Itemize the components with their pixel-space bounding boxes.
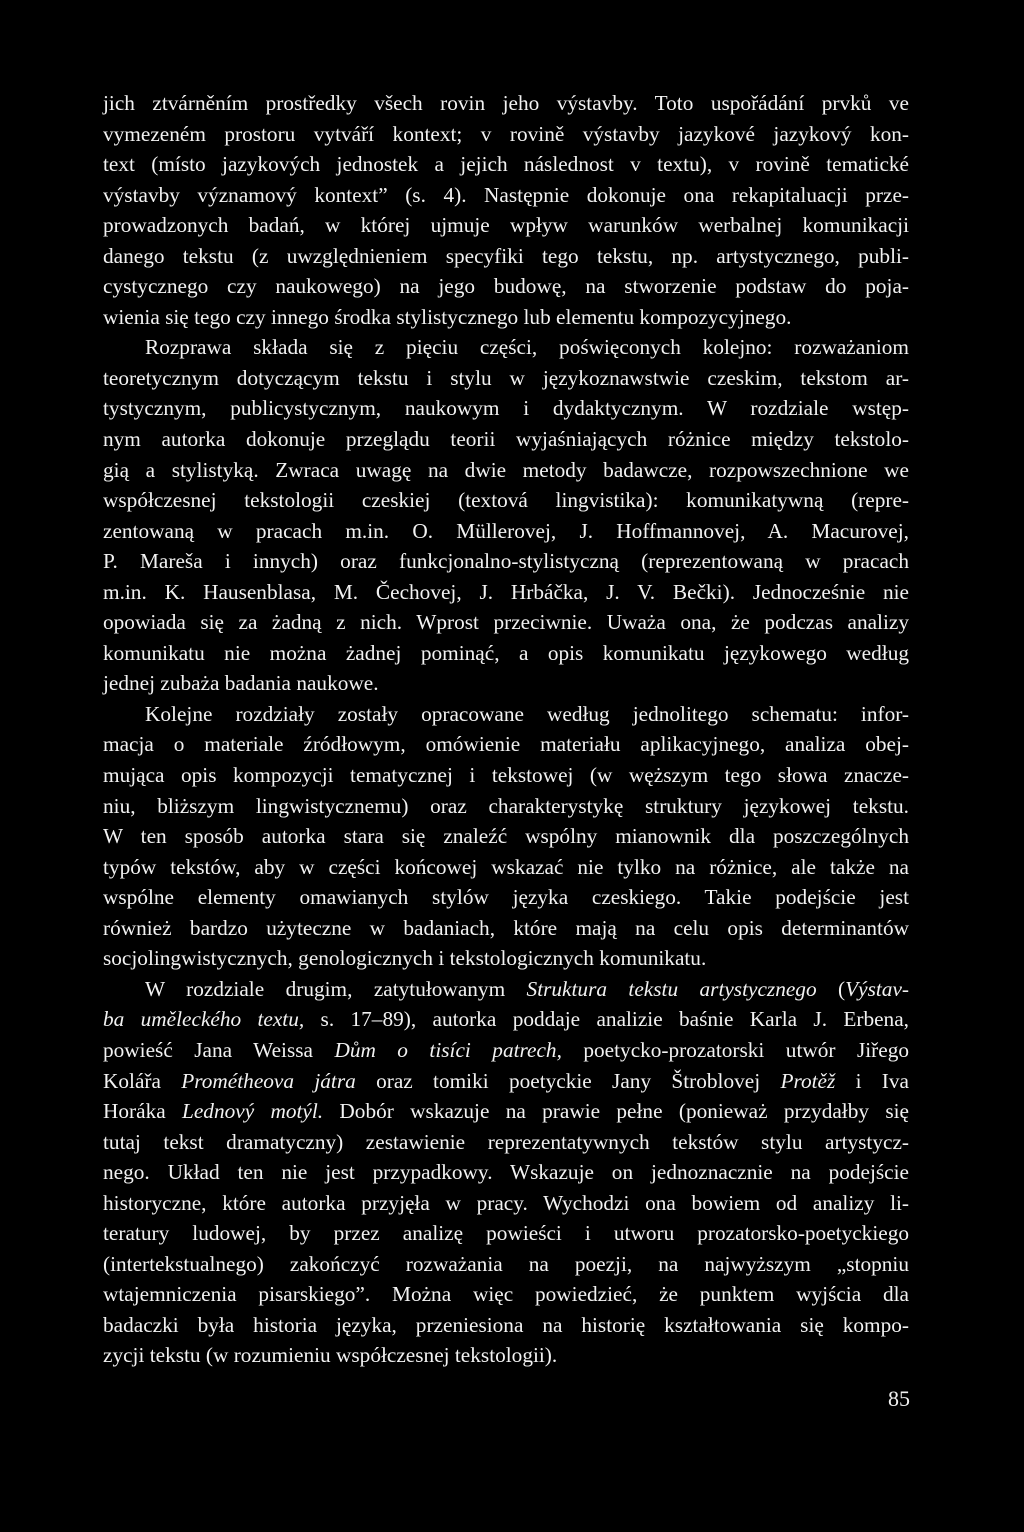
text-line [103,1218,909,1249]
text-line [103,1127,909,1158]
text-run: wspólne elementy omawianych stylów języka czeskiego. Takie podejście jest [103,885,909,910]
text-line [103,424,909,455]
page-number: 85 [888,1386,910,1411]
text-run: prowadzonych badań, w której ujmuje wpływ warunków werbalnej komunikacji [103,213,909,238]
paragraph [103,88,909,332]
text-run: text (místo jazykových jednostek a jejich následnost v textu), v rovině tematické [103,152,909,177]
text-run: nego. Układ ten nie jest przypadkowy. Wskazuje on jednoznacznie na podejście [103,1160,909,1185]
text-line [103,546,909,577]
text-run: Rozprawa składa się z pięciu części, poświęconych kolejno: rozważaniom [145,335,909,360]
text-run: nym autorka dokonuje przeglądu teorii wyjaśniających różnice między tekstolo- [103,427,909,452]
text-run: teoretycznym dotyczącym tekstu i stylu w językoznawstwie czeskim, tekstom ar- [103,365,909,390]
text-run: s. 17–89), autorka poddaje analizie baśnie Karla J. Erbena, [304,1007,909,1032]
text-line [103,607,909,638]
italic-title: Struktura tekstu artystycznego [526,976,817,1001]
text-line [103,271,909,302]
text-line [103,821,909,852]
text-line [103,1188,909,1219]
italic-title: ba uměleckého textu, [103,1007,305,1032]
text-line [103,302,909,333]
text-line [103,363,909,394]
text-line [103,393,909,424]
text-line [103,1004,909,1035]
text-line [103,882,909,913]
text-run: zentowaną w pracach m.in. O. Müllerovej, J. Hoffmannovej, A. Macurovej, [103,518,909,543]
text-run: badaczki była historia języka, przeniesiona na historię kształtowania się kompo- [103,1312,909,1337]
text-run: tystycznym, publicystycznym, naukowym i dydaktycznym. W rozdziale wstęp- [103,396,909,421]
text-line [103,852,909,883]
paragraph [103,332,909,699]
text-line [103,485,909,516]
text-line [103,974,909,1005]
text-run: niu, bliższym lingwistycznemu) oraz charakterystykę struktury językowej tekstu. [103,793,909,818]
text-run: komunikatu nie można żadnej pominąć, a opis komunikatu językowego według [103,640,909,665]
italic-title: Dům o tisíci patrech, [334,1037,562,1062]
text-line [103,1279,909,1310]
text-run: zycji tekstu (w rozumieniu współczesnej tekstologii). [103,1343,558,1368]
text-run: jednej zubaża badania naukowe. [103,671,379,696]
text-run: m.in. K. Hausenblasa, M. Čechovej, J. Hrbáčka, J. V. Bečki). Jednocześnie nie [103,579,909,604]
text-line [103,149,909,180]
text-run: Kolejne rozdziały zostały opracowane według jednolitego schematu: infor- [145,701,909,726]
text-run: vymezeném prostoru vytváří kontext; v rovině výstavby jazykové jazykový kon- [103,121,909,146]
paragraph [103,974,909,1371]
text-line [103,760,909,791]
italic-title: Lednový motýl. [182,1099,324,1124]
text-run: wtajemniczenia pisarskiego”. Można więc powiedzieć, że punktem wyjścia dla [103,1282,909,1307]
text-line [103,638,909,669]
text-line [103,1066,909,1097]
text-run: opowiada się za żadną z nich. Wprost przeciwnie. Uważa ona, że podczas analizy [103,610,909,635]
text-line [103,1310,909,1341]
text-line [103,943,909,974]
text-run: Kolářa [103,1068,182,1093]
text-line [103,791,909,822]
text-run: i Iva [835,1068,909,1093]
text-run: P. Mareša i innych) oraz funkcjonalno-stylistyczną (reprezentowaną w pracach [103,549,909,574]
text-run: socjolingwistycznych, genologicznych i tekstologicznych komunikatu. [103,946,707,971]
text-line [103,1035,909,1066]
text-line [103,668,909,699]
text-line [103,210,909,241]
text-run: oraz tomiki poetyckie Jany Štroblovej [355,1068,781,1093]
text-line [103,1096,909,1127]
text-run: historyczne, które autorka przyjęła w pracy. Wychodzi ona bowiem od analizy li- [103,1190,909,1215]
italic-title: Protěž [780,1068,836,1093]
text-run: gią a stylistyką. Zwraca uwagę na dwie metody badawcze, rozpowszechnione we [103,457,909,482]
page-body [103,88,909,1371]
text-run: (intertekstualnego) zakończyć rozważania na poezji, na najwyższym „stopniu [103,1251,909,1276]
text-run: poetycko-prozatorski utwór Jiřego [561,1037,909,1062]
text-run: W ten sposób autorka stara się znaleźć wspólny mianownik dla poszczególnych [103,824,909,849]
text-run: cystycznego czy naukowego) na jego budowę, na stworzenie podstaw do poja- [103,274,909,299]
text-line [103,455,909,486]
text-run: tutaj tekst dramatyczny) zestawienie reprezentatywnych tekstów stylu artystycz- [103,1129,909,1154]
text-line [103,332,909,363]
text-run: Horáka [103,1099,182,1124]
text-line [103,516,909,547]
text-run: również bardzo użyteczne w badaniach, które mają na celu opis determinantów [103,915,909,940]
text-line [103,699,909,730]
text-run: jich ztvárněním prostředky všech rovin jeho výstavby. Toto uspořádání prvků ve [103,91,909,115]
text-run: teratury ludowej, by przez analizę powieści i utworu prozatorsko-poetyckiego [103,1221,909,1246]
text-run: W rozdziale drugim, zatytułowanym [145,976,527,1001]
text-run: wienia się tego czy innego środka stylistycznego lub elementu kompozycyjnego. [103,304,792,329]
text-line [103,1157,909,1188]
text-line [103,88,909,119]
text-line [103,1249,909,1280]
text-run: danego tekstu (z uwzględnieniem specyfiki tego tekstu, np. artystycznego, publi- [103,243,909,268]
text-line [103,119,909,150]
text-run: ( [816,976,846,1001]
text-run: typów tekstów, aby w części końcowej wskazać nie tylko na różnice, ale także na [103,854,909,879]
text-run: Dobór wskazuje na prawie pełne (ponieważ przydałby się [323,1099,909,1124]
text-run: výstavby významový kontext” (s. 4). Następnie dokonuje ona rekapitaluacji prze- [103,182,909,207]
italic-title: Prométheova játra [181,1068,356,1093]
text-run: macja o materiale źródłowym, omówienie materiału aplikacyjnego, analiza obej- [103,732,909,757]
text-run: powieść Jana Weissa [103,1037,335,1062]
text-line [103,1340,909,1371]
text-line [103,577,909,608]
paragraph [103,699,909,974]
text-line [103,241,909,272]
italic-title: Výstav- [845,976,909,1001]
text-run: mująca opis kompozycji tematycznej i tekstowej (w węższym tego słowa znacze- [103,763,909,788]
text-line [103,180,909,211]
text-run: współczesnej tekstologii czeskiej (textová lingvistika): komunikatywną (repre- [103,488,909,513]
text-line [103,913,909,944]
text-line [103,729,909,760]
